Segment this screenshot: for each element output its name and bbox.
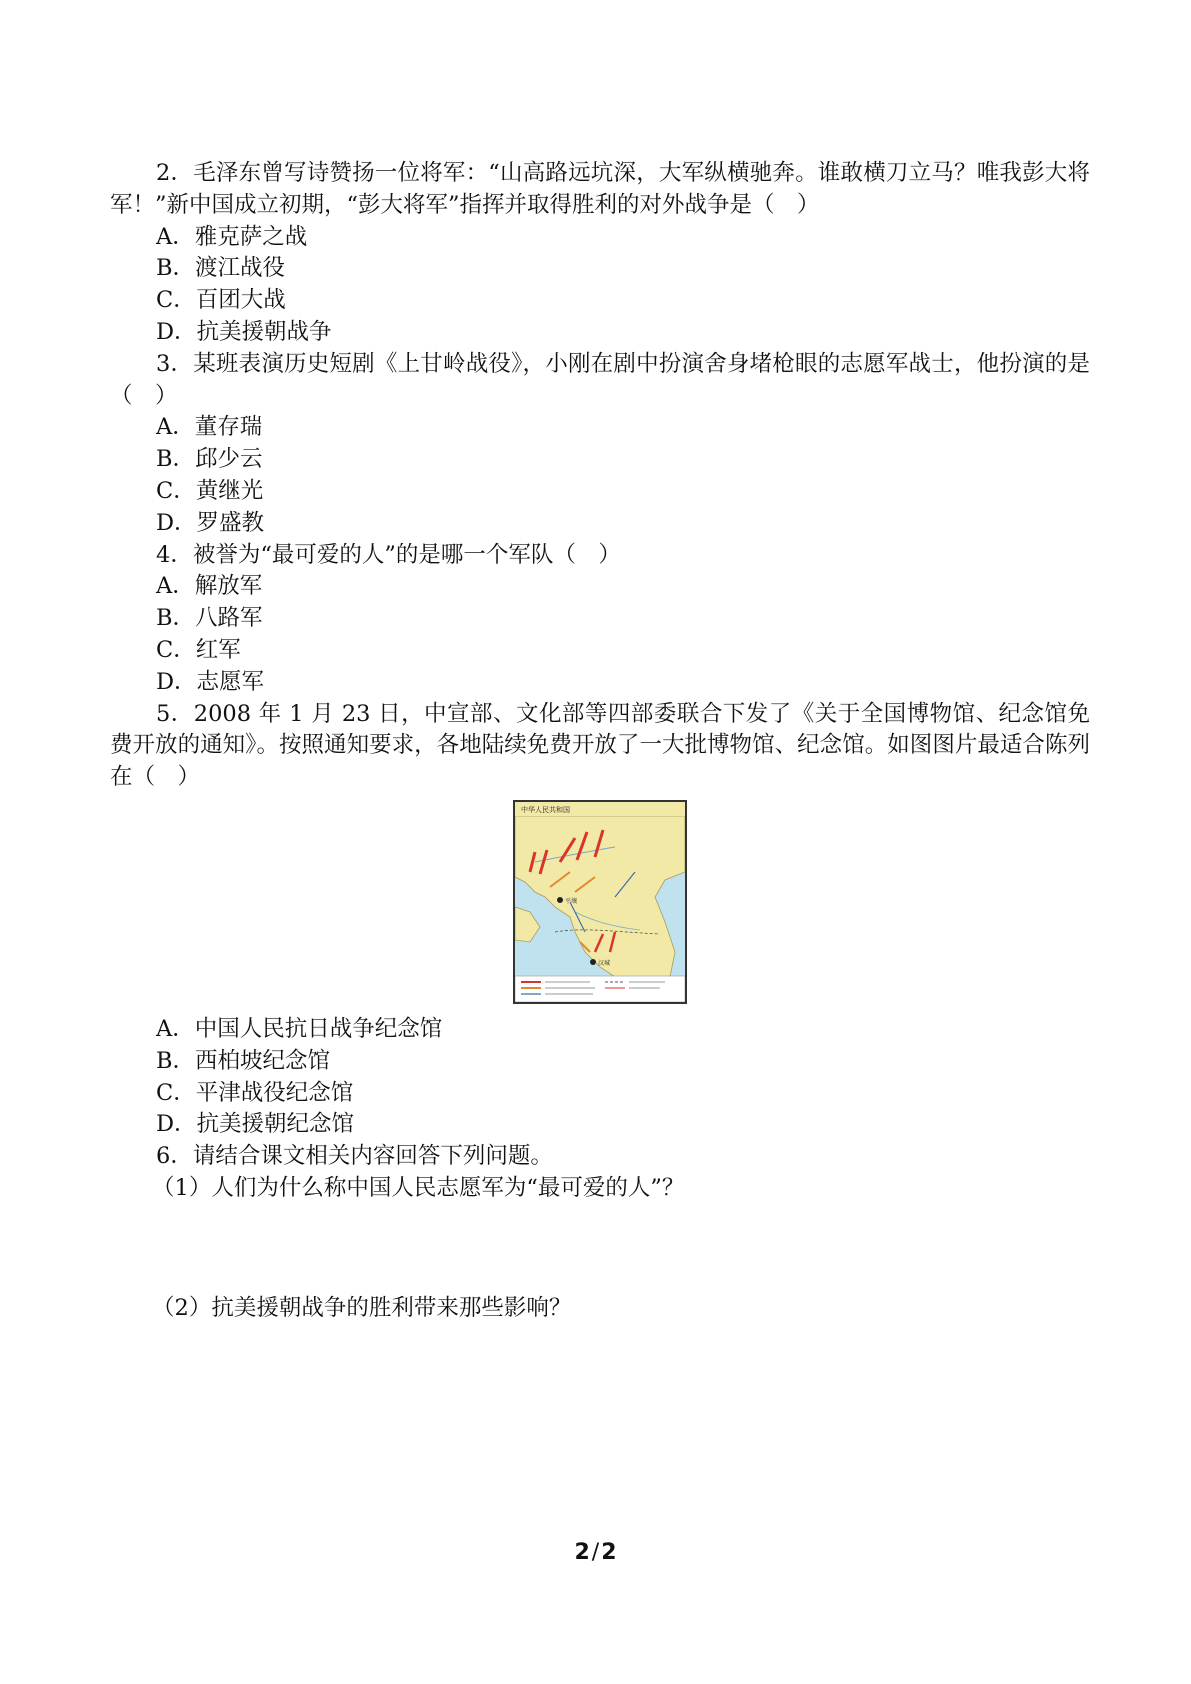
page-separator: / [591,1540,600,1565]
page-current: 2 [574,1540,590,1565]
question-2-stem: 2．毛泽东曾写诗赞扬一位将军：“山高路远坑深，大军纵横驰奔。谁敢横刀立马？唯我彭大将军！”新中国成立初期，“彭大将军”指挥并取得胜利的对外战争是（ ） [110,160,1090,218]
map-title: 中华人民共和国 [521,805,570,814]
question-5-option-b: B．西柏坡纪念馆 [156,1047,331,1074]
map-city-seoul: 汉城 [598,959,611,967]
map-city-pyongyang: 平壤 [565,897,578,905]
question-5-option-c: C．平津战役纪念馆 [156,1079,354,1106]
korean-war-map [513,800,687,1004]
page-total: 2 [601,1540,617,1565]
question-4-option-d: D．志愿军 [156,668,265,695]
page-number [0,1540,1191,1565]
map-figure [110,800,1090,1004]
question-2-option-a: A．雅克萨之战 [156,223,308,250]
question-3-option-c: C．黄继光 [156,477,264,504]
question-6-stem: 6．请结合课文相关内容回答下列问题。 [156,1143,553,1170]
answer-space-1 [110,1205,1090,1293]
question-5-option-d: D．抗美援朝纪念馆 [156,1111,355,1138]
question-4-stem: 4．被誉为“最可爱的人”的是哪一个军队（ ） [156,541,621,568]
question-5-stem: 5．2008 年 1 月 23 日，中宣部、文化部等四部委联合下发了《关于全国博物馆、纪念馆免费开放的通知》。按照通知要求，各地陆续免费开放了一大批博物馆、纪念馆。如图图片最适合陈列在（ ） [110,700,1090,791]
question-content [110,158,1090,1485]
question-4-option-a: A．解放军 [156,573,263,600]
question-4-option-b: B．八路军 [156,605,263,632]
answer-space-2 [110,1325,1090,1485]
question-5-option-a: A．中国人民抗日战争纪念馆 [156,1015,443,1042]
question-2-option-d: D．抗美援朝战争 [156,318,332,345]
question-6-part-1: （1）人们为什么称中国人民志愿军为“最可爱的人”？ [152,1174,685,1201]
question-4-option-c: C．红军 [156,636,241,663]
map-graphic [515,802,685,1002]
question-3-option-a: A．董存瑞 [156,414,263,441]
question-6-part-2: （2）抗美援朝战争的胜利带来那些影响？ [152,1294,572,1321]
question-3-stem: 3．某班表演历史短剧《上甘岭战役》，小刚在剧中扮演舍身堵枪眼的志愿军战士，他扮演的是（ ） [110,350,1090,409]
question-2-option-c: C．百团大战 [156,287,286,314]
question-3-option-b: B．邱少云 [156,446,263,473]
question-2-option-b: B．渡江战役 [156,255,286,282]
question-3-option-d: D．罗盛教 [156,509,265,536]
